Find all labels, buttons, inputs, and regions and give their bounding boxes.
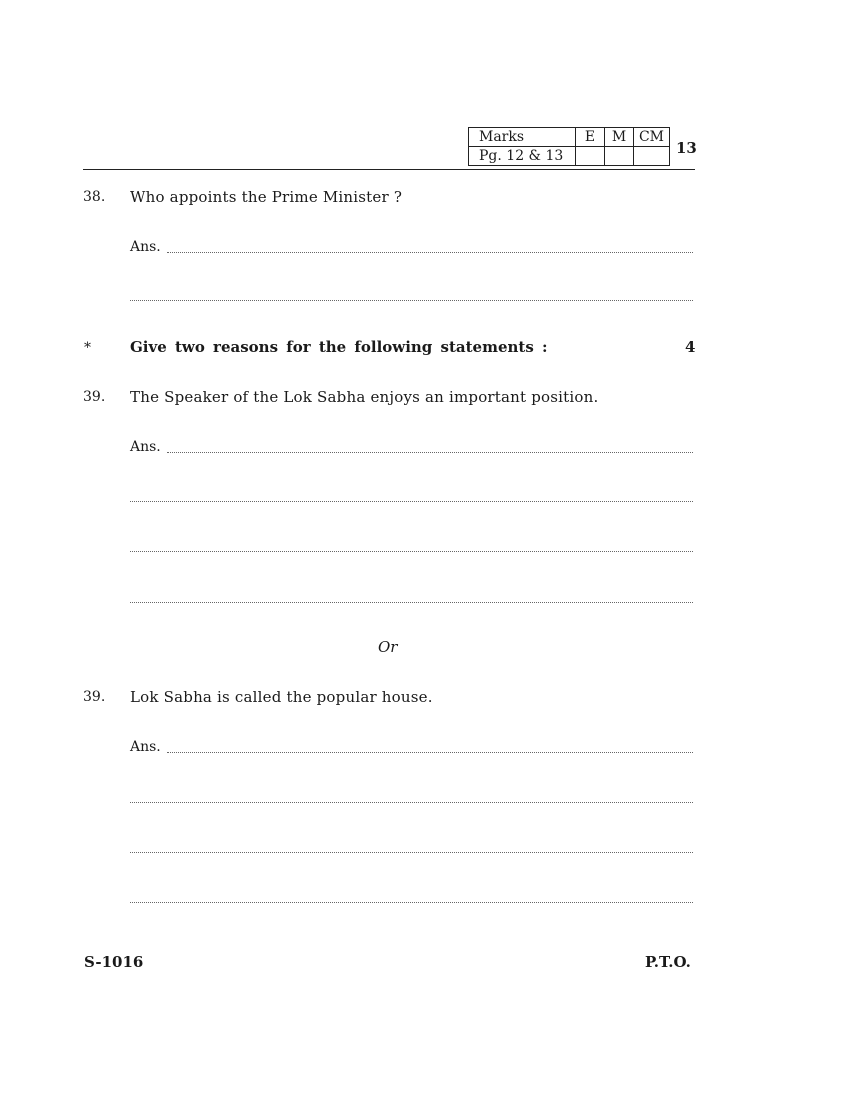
answer-line <box>167 252 693 253</box>
pages-label: Pg. 12 & 13 <box>469 147 576 166</box>
answer-line <box>130 852 693 853</box>
paper-code: S-1016 <box>84 953 144 971</box>
answer-line <box>130 602 693 603</box>
question-38-number: 38. <box>83 189 106 205</box>
answer-line <box>130 551 693 552</box>
instruction-marker: * <box>84 340 91 356</box>
header-divider <box>83 169 695 170</box>
question-39a-number: 39. <box>83 389 106 405</box>
question-39b-number: 39. <box>83 689 106 705</box>
instruction-text: Give two reasons for the following statements : <box>130 338 548 356</box>
pto-label: P.T.O. <box>645 953 691 971</box>
instruction-marks: 4 <box>685 338 696 356</box>
answer-line <box>130 902 693 903</box>
column-e-cell <box>576 147 605 166</box>
answer-line <box>130 501 693 502</box>
question-39b-ans-label: Ans. <box>130 739 161 755</box>
answer-line <box>130 300 693 301</box>
answer-line <box>167 452 693 453</box>
column-cm-cell <box>634 147 670 166</box>
question-38-text: Who appoints the Prime Minister ? <box>130 188 403 206</box>
answer-line <box>130 802 693 803</box>
column-cm-header: CM <box>634 128 670 147</box>
question-39b-text: Lok Sabha is called the popular house. <box>130 688 433 706</box>
question-39a-ans-label: Ans. <box>130 439 161 455</box>
answer-line <box>167 752 693 753</box>
column-m-cell <box>605 147 634 166</box>
marks-table <box>468 127 670 166</box>
column-e-header: E <box>576 128 605 147</box>
question-38-ans-label: Ans. <box>130 239 161 255</box>
page-number: 13 <box>676 139 697 157</box>
question-39a-text: The Speaker of the Lok Sabha enjoys an important position. <box>130 388 599 406</box>
or-separator: Or <box>378 638 398 656</box>
column-m-header: M <box>605 128 634 147</box>
marks-label: Marks <box>469 128 576 147</box>
